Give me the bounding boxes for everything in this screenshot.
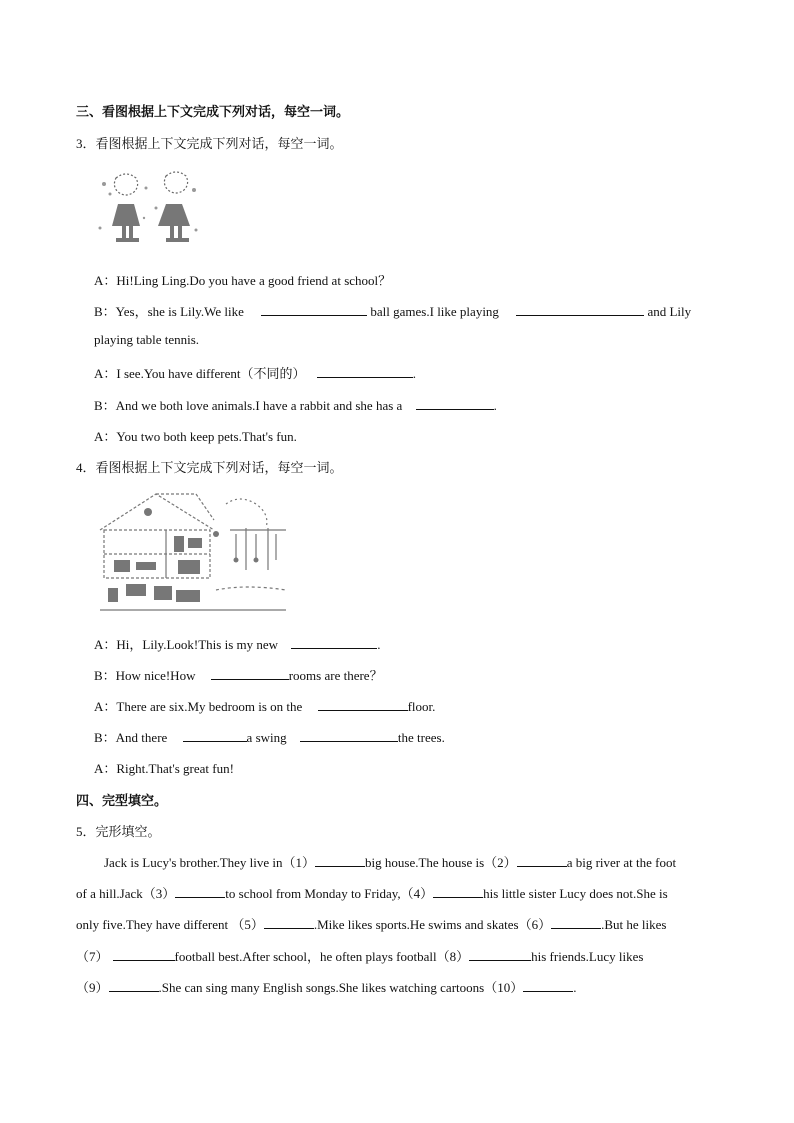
q5-passage-line-4 (76, 946, 643, 965)
q3-line-2-part-a: B：Yes，she is Lily.We like (94, 304, 244, 319)
q3-line-5-end: . (493, 398, 497, 413)
q5-passage-line-3 (76, 914, 666, 933)
q4-line-3-part-a: A：There are six.My bedroom is on the (94, 699, 303, 714)
q3-line-2 (94, 301, 691, 320)
q5-text: （7） (76, 949, 109, 964)
q5-blank-9[interactable] (109, 979, 159, 992)
q5-text: （9） (76, 980, 109, 995)
q4-line-1-part-a: A：Hi，Lily.Look!This is my new (94, 637, 279, 652)
q4-blank-4[interactable] (183, 729, 247, 742)
q5-blank-10[interactable] (523, 979, 573, 992)
q5-text: . (573, 980, 577, 995)
q3-line-4-part-a: A：I see.You have different（不同的） (94, 366, 306, 381)
q4-blank-2[interactable] (211, 667, 289, 680)
q4-line-3-part-b: floor. (407, 699, 436, 714)
q5-text: only five.They have different （5） (76, 917, 264, 932)
q4-line-2 (94, 665, 383, 684)
q3-blank-2[interactable] (516, 303, 644, 316)
q4-line-1 (94, 634, 381, 653)
q5-passage-line-5 (76, 977, 576, 996)
q5-blank-8[interactable] (469, 948, 531, 961)
q4-line-2-part-b: rooms are there？ (288, 668, 383, 683)
q5-text: a big river at the foot (566, 855, 677, 870)
q3-stem: 3．看图根据上下文完成下列对话，每空一词。 (76, 136, 343, 151)
q5-text: to school from Monday to Friday,（4） (225, 886, 434, 901)
q3-blank-4[interactable] (416, 397, 494, 410)
q4-blank-3[interactable] (318, 698, 408, 711)
q5-text: his friends.Lucy likes (531, 949, 644, 964)
q4-stem: 4．看图根据上下文完成下列对话，每空一词。 (76, 460, 343, 475)
q5-text: football best.After school，he often plays football（8） (174, 949, 470, 964)
q4-line-4-part-a: B：And there (94, 730, 168, 745)
q4-line-2-part-a: B：How nice!How (94, 668, 196, 683)
q3-line-5 (94, 395, 497, 414)
q5-text: his little sister Lucy does not.She is (483, 886, 668, 901)
q5-text: .Mike likes sports.He swims and skates（6） (313, 917, 552, 932)
q5-blank-5[interactable] (264, 916, 314, 929)
q5-text: Jack is Lucy's brother.They live in（1） (104, 855, 316, 870)
q5-blank-4[interactable] (433, 885, 483, 898)
two-girls-illustration (96, 168, 200, 250)
q3-line-5-part-a: B：And we both love animals.I have a rabbit and she has a (94, 398, 403, 413)
q5-text: big house.The house is（2） (365, 855, 517, 870)
section-4-heading: 四、完型填空。 (76, 793, 168, 808)
q5-blank-7[interactable] (113, 948, 175, 961)
q5-blank-2[interactable] (517, 854, 567, 867)
q3-blank-3[interactable] (317, 365, 413, 378)
q5-stem: 5．完形填空。 (76, 824, 161, 839)
q4-line-1-end: . (377, 637, 381, 652)
q4-line-5: A：Right.That's great fun! (94, 761, 234, 776)
q4-line-4-part-b: a swing (246, 730, 287, 745)
q5-text: .She can sing many English songs.She likes watching cartoons（10） (158, 980, 524, 995)
q3-line-6: A：You two both keep pets.That's fun. (94, 429, 297, 444)
q3-blank-1[interactable] (261, 303, 367, 316)
q5-passage-line-2 (76, 883, 668, 902)
q3-line-2-part-b: ball games.I like playing (370, 304, 499, 319)
q5-blank-6[interactable] (551, 916, 601, 929)
q5-blank-1[interactable] (315, 854, 365, 867)
q3-line-2-part-c: and Lily (647, 304, 692, 319)
q3-line-3: playing table tennis. (94, 332, 200, 347)
q5-text: .But he likes (601, 917, 667, 932)
q5-text: of a hill.Jack（3） (76, 886, 176, 901)
q5-passage-line-1 (104, 852, 676, 871)
q4-line-4-part-c: the trees. (397, 730, 445, 745)
q4-line-3 (94, 696, 435, 715)
q3-line-1: A：Hi!Ling Ling.Do you have a good friend at school？ (94, 273, 392, 288)
q4-blank-5[interactable] (300, 729, 398, 742)
q3-line-4 (94, 363, 416, 382)
q4-blank-1[interactable] (291, 636, 377, 649)
q4-line-4 (94, 727, 445, 746)
q5-blank-3[interactable] (175, 885, 225, 898)
house-illustration (96, 490, 290, 616)
section-3-heading: 三、看图根据上下文完成下列对话，每空一词。 (76, 104, 350, 119)
q3-line-4-end: . (412, 366, 416, 381)
